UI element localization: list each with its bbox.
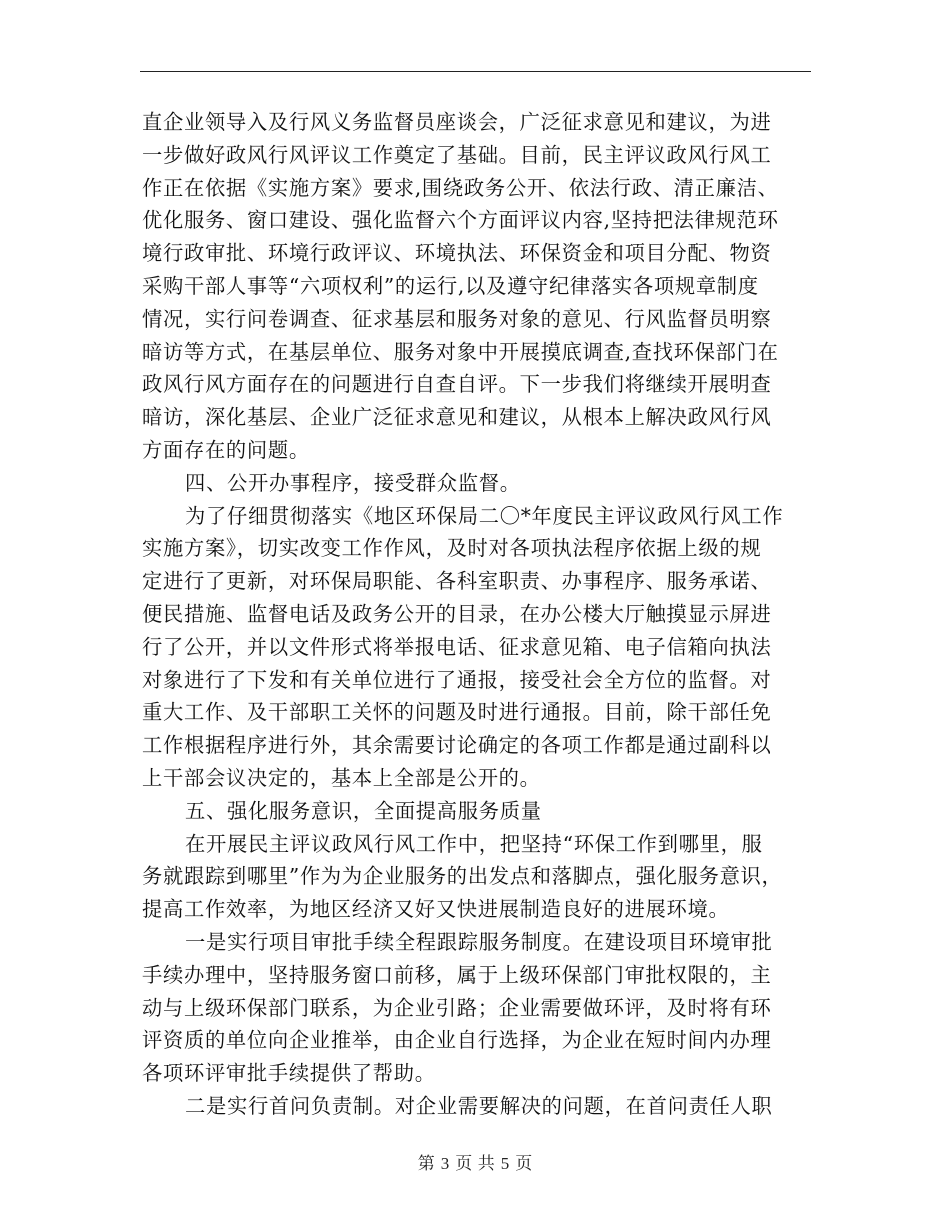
- text-line: 实施方案》，切实改变工作作风，及时对各项执法程序依据上级的规: [142, 536, 762, 561]
- text-line: 一步做好政风行风评议工作奠定了基础。目前，民主评议政风行风工: [142, 142, 772, 167]
- footer-suffix: 页: [515, 1154, 533, 1174]
- text-line: 采购干部人事等“六项权利”的运行,以及遵守纪律落实各项规章制度: [142, 273, 759, 298]
- footer-page-number: 3: [440, 1154, 450, 1173]
- text-line: 政风行风方面存在的问题进行自查自评。下一步我们将继续开展明查: [142, 372, 772, 397]
- text-line: 重大工作、及干部职工关怀的问题及时进行通报。目前，除干部任免: [142, 700, 772, 725]
- footer-total-pages: 5: [500, 1154, 510, 1173]
- body-text: [142, 106, 812, 1123]
- text-line: 上干部会议决定的，基本上全部是公开的。: [142, 765, 541, 790]
- text-line: 直企业领导入及行风义务监督员座谈会，广泛征求意见和建议，为进: [142, 110, 772, 134]
- text-line: 作正在依据《实施方案》要求,围绕政务公开、依法行政、清正廉洁、: [142, 175, 779, 200]
- text-line: 在开展民主评议政风行风工作中，把坚持“环保工作到哪里，服: [185, 831, 763, 856]
- footer-middle: 页 共: [455, 1154, 495, 1174]
- text-line: 优化服务、窗口建设、强化监督六个方面评议内容,坚持把法律规范环: [142, 208, 779, 233]
- text-line: 方面存在的问题。: [142, 437, 310, 462]
- header-rule: [140, 71, 811, 72]
- text-line: 动与上级环保部门联系，为企业引路；企业需要做环评，及时将有环: [142, 995, 772, 1020]
- text-line: 二是实行首问负责制。对企业需要解决的问题，在首问责任人职: [185, 1093, 773, 1118]
- page-footer: [0, 1152, 950, 1176]
- text-line: 情况，实行问卷调查、征求基层和服务对象的意见、行风监督员明察: [142, 306, 772, 331]
- text-line: 四、公开办事程序，接受群众监督。: [185, 470, 521, 495]
- text-line: 提高工作效率，为地区经济又好又快进展制造良好的进展环境。: [142, 897, 730, 922]
- text-line: 便民措施、监督电话及政务公开的目录，在办公楼大厅触摸显示屏进: [142, 601, 772, 626]
- text-line: 工作根据程序进行外，其余需要讨论确定的各项工作都是通过副科以: [142, 733, 772, 758]
- text-line: 一是实行项目审批手续全程跟踪服务制度。在建设项目环境审批: [185, 929, 773, 954]
- text-line: 手续办理中，坚持服务窗口前移，属于上级环保部门审批权限的，主: [142, 962, 772, 987]
- text-line: 定进行了更新，对环保局职能、各科室职责、办事程序、服务承诺、: [142, 569, 772, 594]
- text-line: 为了仔细贯彻落实《地区环保局二〇*年度民主评议政风行风工作: [185, 503, 784, 528]
- text-line: 对象进行了下发和有关单位进行了通报，接受社会全方位的监督。对: [142, 667, 772, 692]
- text-line: 务就跟踪到哪里”作为为企业服务的出发点和落脚点，强化服务意识，: [142, 864, 783, 889]
- text-line: 各项环评审批手续提供了帮助。: [142, 1061, 436, 1086]
- footer-prefix: 第: [417, 1154, 435, 1174]
- text-line: 暗访，深化基层、企业广泛征求意见和建议，从根本上解决政风行风: [142, 405, 772, 430]
- text-line: 行了公开，并以文件形式将举报电话、征求意见箱、电子信箱向执法: [142, 634, 772, 659]
- text-line: 评资质的单位向企业推举，由企业自行选择，为企业在短时间内办理: [142, 1028, 772, 1053]
- text-line: 境行政审批、环境行政评议、环境执法、环保资金和项目分配、物资: [142, 241, 772, 266]
- text-line: 五、强化服务意识，全面提高服务质量: [185, 798, 542, 823]
- text-line: 暗访等方式，在基层单位、服务对象中开展摸底调查,查找环保部门在: [142, 339, 779, 364]
